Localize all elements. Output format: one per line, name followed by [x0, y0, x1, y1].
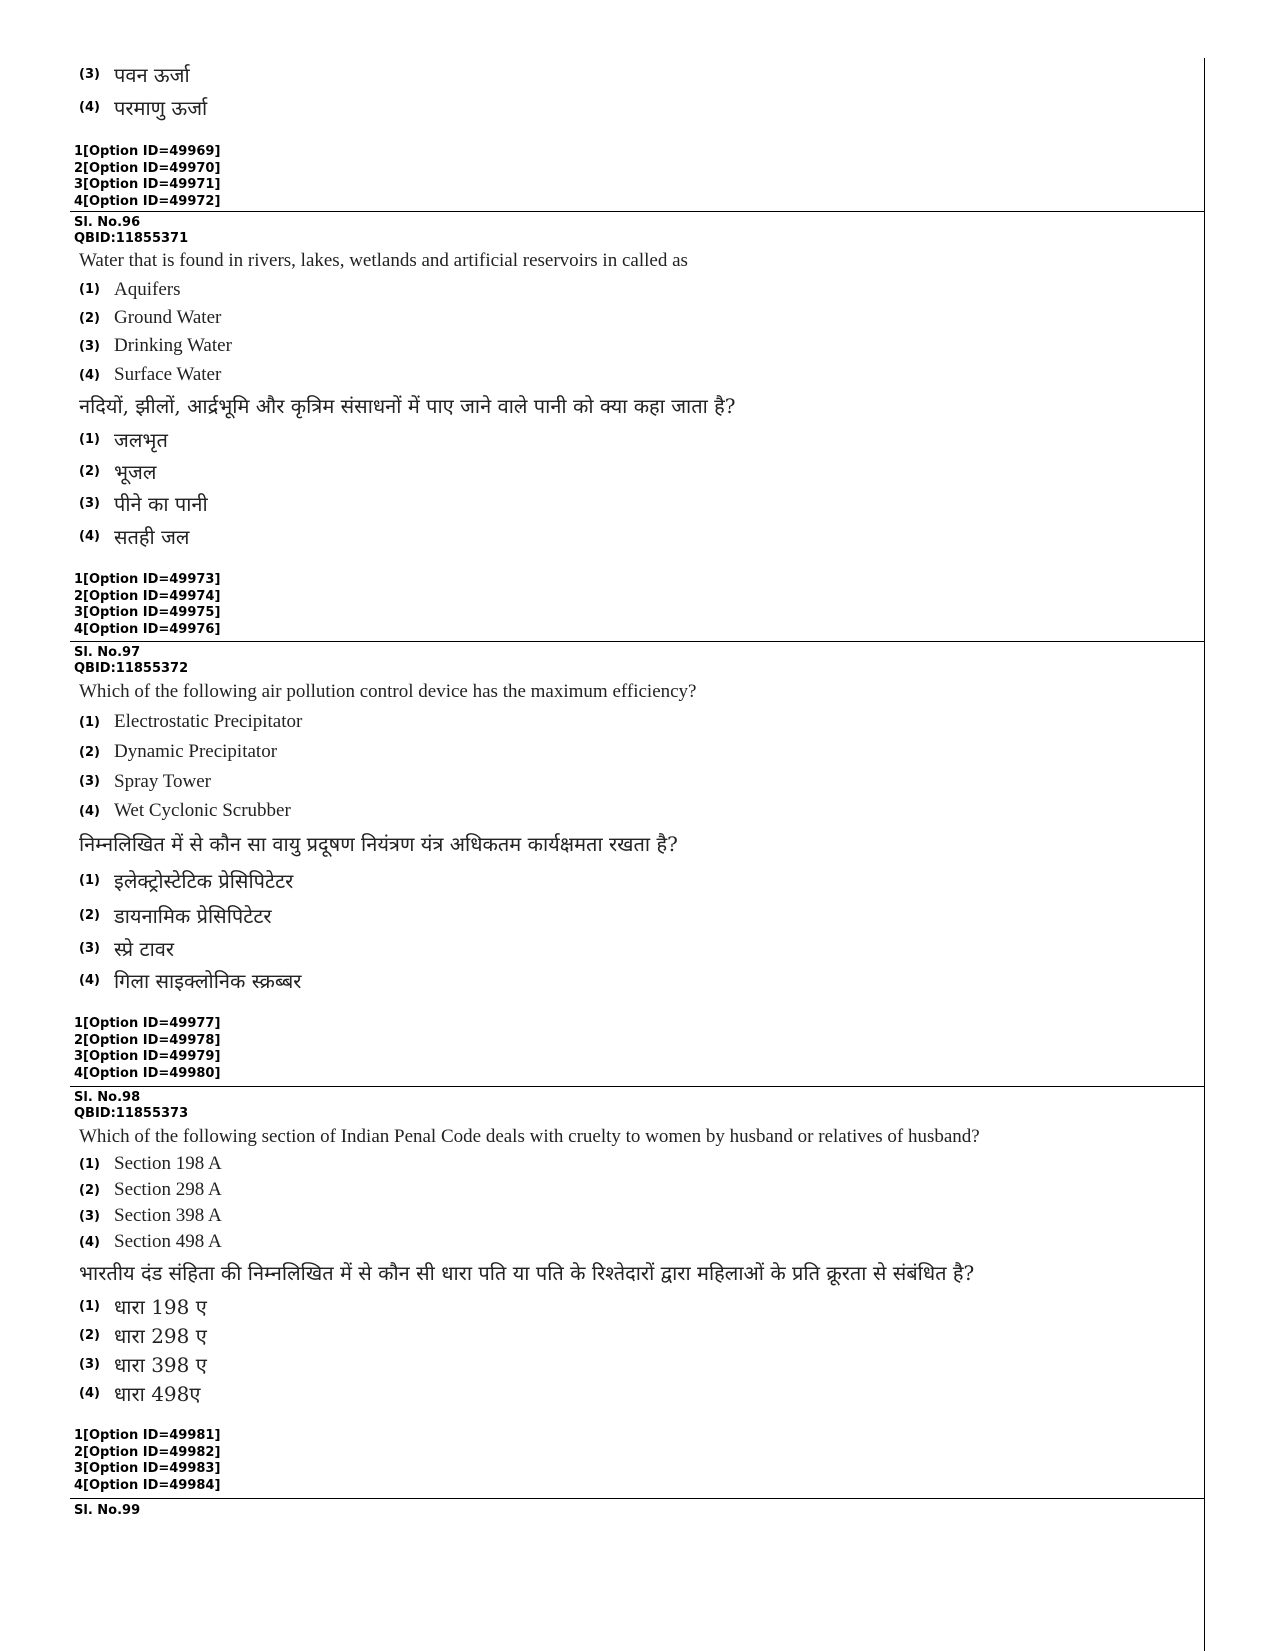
option-number: (4) [79, 803, 100, 819]
option-number: (3) [79, 496, 100, 511]
qbid: QBID:11855372 [74, 661, 189, 676]
option-en-3 [79, 1203, 1204, 1229]
option-id: 2[Option ID=49982] [74, 1444, 221, 1460]
option-id: 1[Option ID=49969] [74, 144, 221, 159]
option-ids [74, 572, 1204, 638]
option-text: Section 398 A [114, 1205, 222, 1226]
option-number: (4) [79, 367, 100, 383]
question-text-hi: नदियों, झीलों, आर्द्रभूमि और कृत्रिम संसाधनों में पाए जाने वाले पानी को क्या कहा जाता है? [79, 394, 736, 418]
option-number: (2) [79, 310, 100, 326]
option-number: (3) [79, 1357, 100, 1372]
option-number: (2) [79, 1182, 100, 1198]
option-hi-1 [79, 423, 1204, 455]
option-text: स्प्रे टावर [114, 937, 175, 961]
option-hi-4 [79, 90, 1204, 124]
option-en-2 [79, 1177, 1204, 1203]
option-text: धारा 298 ए [114, 1324, 207, 1348]
option-en-3 [79, 767, 1204, 796]
option-id: 1[Option ID=49973] [74, 572, 221, 587]
option-en-2 [79, 304, 1204, 332]
option-hi-2 [79, 1321, 1204, 1350]
option-id: 4[Option ID=49984] [74, 1477, 221, 1493]
option-en-4 [79, 1229, 1204, 1255]
option-number: (2) [79, 1328, 100, 1343]
question-paper [70, 58, 1205, 1651]
option-id: 4[Option ID=49976] [74, 621, 221, 637]
option-text: धारा 198 ए [114, 1295, 207, 1319]
option-en-1 [79, 275, 1204, 304]
option-text: Ground Water [114, 307, 222, 328]
option-id: 2[Option ID=49970] [74, 160, 221, 176]
option-id: 2[Option ID=49974] [74, 588, 221, 604]
option-number: (1) [79, 1299, 100, 1314]
option-en-4 [79, 360, 1204, 390]
option-hi-4 [79, 520, 1204, 552]
option-number: (4) [79, 99, 100, 115]
question-block-95 [70, 58, 1204, 212]
question-block-99 [70, 1503, 1204, 1519]
option-id: 4[Option ID=49980] [74, 1065, 221, 1081]
option-number: (4) [79, 972, 100, 988]
option-text: Dynamic Precipitator [114, 741, 278, 762]
option-hi-3 [79, 933, 1204, 964]
option-en-3 [79, 332, 1204, 360]
serial-number: Sl. No.98 [74, 1090, 141, 1105]
qbid: QBID:11855371 [74, 231, 189, 246]
option-text: Section 498 A [114, 1231, 222, 1252]
option-id: 1[Option ID=49981] [74, 1428, 221, 1443]
question-block-96 [70, 215, 1204, 642]
option-hi-3 [79, 58, 1204, 90]
option-en-4 [79, 796, 1204, 826]
option-text: डायनामिक प्रेसिपिटेटर [114, 904, 272, 928]
option-text: पवन ऊर्जा [114, 62, 190, 87]
option-hi-3 [79, 1350, 1204, 1379]
option-text: Drinking Water [114, 335, 232, 356]
option-id: 3[Option ID=49983] [74, 1461, 221, 1476]
option-number: (2) [79, 744, 100, 760]
option-id: 2[Option ID=49978] [74, 1032, 221, 1048]
option-number: (3) [79, 338, 100, 354]
option-number: (3) [79, 1208, 100, 1224]
option-text: Spray Tower [114, 770, 211, 792]
option-text: Section 298 A [114, 1179, 222, 1200]
question-block-98 [70, 1090, 1204, 1499]
option-text: Surface Water [114, 364, 222, 385]
option-number: (3) [79, 941, 100, 956]
option-number: (1) [79, 431, 100, 447]
option-ids [74, 1016, 1204, 1082]
option-text: परमाणु ऊर्जा [114, 95, 208, 120]
option-hi-3 [79, 487, 1204, 520]
option-id: 4[Option ID=49972] [74, 193, 221, 209]
option-text: धारा 498ए [114, 1382, 201, 1406]
option-id: 3[Option ID=49971] [74, 177, 221, 192]
question-text-hi: निम्नलिखित में से कौन सा वायु प्रदूषण नियंत्रण यंत्र अधिकतम कार्यक्षमता रखता है? [79, 832, 678, 856]
option-number: (1) [79, 714, 100, 730]
option-hi-1 [79, 1292, 1204, 1321]
option-id: 3[Option ID=49979] [74, 1049, 221, 1064]
option-number: (4) [79, 528, 100, 544]
option-number: (1) [79, 1156, 100, 1172]
option-text: गिला साइक्लोनिक स्क्रब्बर [114, 968, 302, 993]
question-text-en: Water that is found in rivers, lakes, wetlands and artificial reservoirs in called as [79, 250, 688, 271]
option-number: (2) [79, 463, 100, 479]
option-number: (3) [79, 66, 100, 82]
serial-number: Sl. No.99 [74, 1503, 141, 1518]
option-number: (3) [79, 774, 100, 789]
qbid: QBID:11855373 [74, 1106, 189, 1121]
option-text: Electrostatic Precipitator [114, 711, 303, 732]
option-text: जलभृत [114, 427, 168, 452]
option-id: 1[Option ID=49977] [74, 1016, 221, 1031]
option-text: इलेक्ट्रोस्टेटिक प्रेसिपिटेटर [114, 869, 294, 893]
option-text: Aquifers [114, 278, 181, 300]
option-text: भूजल [114, 459, 157, 484]
question-text-en: Which of the following air pollution control device has the maximum efficiency? [79, 681, 697, 702]
option-text: पीने का पानी [114, 492, 208, 516]
option-ids [74, 1428, 1204, 1494]
question-block-97 [70, 645, 1204, 1087]
option-text: Section 198 A [114, 1153, 222, 1174]
option-text: सतही जल [114, 524, 190, 549]
option-en-1 [79, 707, 1204, 737]
option-hi-2 [79, 898, 1204, 933]
option-number: (1) [79, 873, 100, 888]
option-hi-1 [79, 863, 1204, 898]
serial-number: Sl. No.97 [74, 645, 141, 660]
option-text: धारा 398 ए [114, 1353, 207, 1377]
option-number: (4) [79, 1386, 100, 1401]
option-id: 3[Option ID=49975] [74, 605, 221, 620]
option-ids [74, 144, 1204, 210]
option-en-2 [79, 737, 1204, 767]
option-number: (4) [79, 1234, 100, 1250]
option-text: Wet Cyclonic Scrubber [114, 800, 291, 821]
question-text-hi: भारतीय दंड संहिता की निम्नलिखित में से कौन सी धारा पति या पति के रिश्तेदारों द्वारा महिलाओं के प्रति क्रूरता से संबंधित है? [79, 1261, 975, 1285]
serial-number: Sl. No.96 [74, 215, 141, 230]
question-text-en: Which of the following section of Indian Penal Code deals with cruelty to women by husband or relatives of husband? [79, 1126, 980, 1147]
option-hi-4 [79, 1379, 1204, 1408]
option-hi-4 [79, 964, 1204, 996]
option-hi-2 [79, 455, 1204, 487]
option-number: (1) [79, 282, 100, 297]
option-en-1 [79, 1151, 1204, 1177]
option-number: (2) [79, 908, 100, 923]
